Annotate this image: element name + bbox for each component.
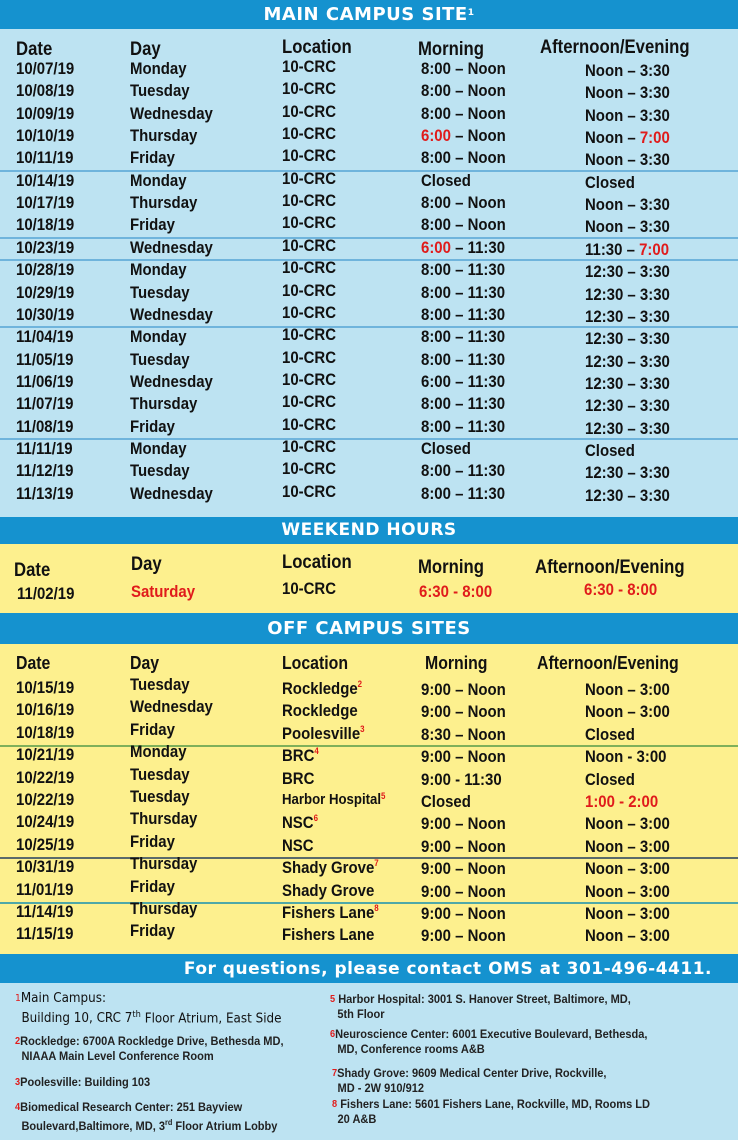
- cell-location: 10-CRC: [282, 579, 337, 598]
- cell-date: 11/08/19: [16, 416, 74, 436]
- cell-morning: 8:00 – Noon: [421, 103, 506, 123]
- cell-day: Friday: [130, 719, 175, 739]
- cell-morning: 8:00 – Noon: [421, 193, 506, 213]
- cell-day: Saturday: [131, 582, 196, 601]
- cell-afternoon: Noon – 3:00: [585, 680, 670, 699]
- cell-morning: 8:00 – 11:30: [421, 349, 506, 369]
- cell-afternoon: Noon – 3:00: [585, 859, 670, 879]
- cell-date: 10/16/19: [16, 700, 75, 720]
- table-row: [0, 481, 738, 506]
- cell-morning: 6:30 - 8:00: [419, 582, 493, 601]
- cell-date: 11/15/19: [16, 924, 74, 944]
- cell-morning: 8:00 – Noon: [421, 59, 506, 78]
- table-row: [0, 809, 738, 834]
- cell-location: Shady Grove$^7$: [282, 858, 379, 878]
- cell-date: 10/17/19: [16, 193, 75, 213]
- cell-date: 10/09/19: [16, 103, 75, 123]
- table-row: [0, 168, 738, 193]
- header-morning: Morning: [418, 557, 484, 578]
- cell-date: 11/05/19: [16, 349, 74, 369]
- cell-day: Friday: [130, 876, 175, 896]
- table-row: [0, 876, 738, 902]
- cell-afternoon: Closed: [585, 440, 635, 460]
- table-row: [0, 394, 738, 416]
- cell-location: 10-CRC: [282, 459, 337, 479]
- cell-location: 10-CRC: [282, 213, 337, 233]
- table-row: [0, 831, 738, 857]
- table-header-row: [0, 37, 738, 59]
- cell-location: 10-CRC: [282, 481, 337, 501]
- cell-afternoon: Noon – 3:00: [585, 904, 670, 923]
- cell-day: Tuesday: [130, 675, 190, 694]
- header-morning: Morning: [418, 39, 484, 60]
- cell-location: 10-CRC: [282, 258, 337, 278]
- cell-afternoon: Noon – 3:30: [585, 83, 670, 103]
- table-row: [0, 854, 738, 879]
- header-date: Date: [16, 39, 53, 60]
- footnote-2: $^2$Rockledge: 6700A Rockledge Drive, Bethesda MD, NIAAA Main Level Conference Room: [15, 1034, 284, 1063]
- cell-date: 10/30/19: [16, 304, 75, 324]
- weekend-header-bar: [0, 517, 738, 544]
- cell-day: Monday: [130, 438, 187, 458]
- table-row: [0, 369, 738, 394]
- footnote-4: $^4$Biomedical Research Center: 251 Bayview Boulevard,Baltimore, MD, 3rd Floor Atrium Lobby: [15, 1100, 278, 1133]
- main-campus-title: MAIN CAMPUS SITE: [263, 4, 468, 25]
- header-day: Day: [130, 39, 161, 60]
- cell-date: 11/01/19: [16, 879, 74, 899]
- footnote-1: $^1$Main Campus: Building 10, CRC 7th Floor Atrium, East Side: [15, 991, 282, 1027]
- cell-date: 11/13/19: [16, 483, 74, 503]
- cell-afternoon: 12:30 – 3:30: [585, 262, 670, 282]
- table-row: [0, 59, 738, 81]
- cell-morning: 9:00 - 11:30: [421, 769, 502, 789]
- table-header-row: [0, 653, 738, 675]
- cell-afternoon: Noon – 3:00: [585, 881, 670, 901]
- header-date: Date: [16, 653, 51, 673]
- cell-afternoon: 12:30 – 3:30: [585, 485, 670, 505]
- off-campus-table: [0, 644, 738, 954]
- cell-morning: 8:00 – 11:30: [421, 327, 506, 347]
- contact-bar: [0, 954, 738, 983]
- header-day: Day: [130, 653, 160, 673]
- cell-date: 10/24/19: [16, 812, 75, 832]
- table-row: [0, 215, 738, 237]
- cell-afternoon: Noon – 3:30: [585, 61, 670, 80]
- cell-location: 10-CRC: [282, 191, 337, 211]
- contact-text: For questions, please contact OMS at 301-496-4411.: [183, 959, 712, 979]
- cell-date: 10/18/19: [16, 215, 75, 235]
- cell-morning: 8:00 – 11:30: [421, 282, 506, 302]
- cell-afternoon: Noon – 3:00: [585, 702, 670, 722]
- cell-day: Thursday: [130, 394, 198, 414]
- cell-location: Rockledge$^2$: [282, 679, 363, 698]
- cell-day: Thursday: [130, 899, 198, 918]
- cell-day: Friday: [130, 148, 175, 168]
- cell-location: 10-CRC: [282, 101, 337, 121]
- cell-location: NSC: [282, 835, 314, 855]
- cell-day: Tuesday: [130, 461, 190, 481]
- cell-date: 10/07/19: [16, 59, 75, 78]
- footnote-5: $^5$ Harbor Hospital: 3001 S. Hanover Street, Baltimore, MD, 5th Floor: [330, 992, 631, 1021]
- cell-afternoon: Closed: [585, 769, 635, 789]
- cell-afternoon: Noon – 3:00: [585, 926, 670, 946]
- cell-date: 10/22/19: [16, 767, 75, 787]
- table-row: [0, 719, 738, 745]
- table-row: [0, 327, 738, 349]
- cell-location: 10-CRC: [282, 302, 337, 322]
- table-row: [0, 697, 738, 722]
- cell-date: 11/12/19: [16, 461, 74, 481]
- cell-location: 10-CRC: [282, 436, 337, 456]
- main-campus-table: [0, 29, 738, 517]
- cell-date: 11/07/19: [16, 394, 74, 414]
- cell-morning: 8:00 – Noon: [421, 81, 506, 101]
- cell-date: 11/06/19: [16, 371, 74, 391]
- header-afternoon: Afternoon/Evening: [535, 557, 685, 578]
- table-row: [0, 579, 738, 604]
- cell-day: Thursday: [130, 126, 198, 146]
- cell-morning: Closed: [421, 792, 471, 811]
- cell-morning: 8:00 – 11:30: [421, 260, 506, 280]
- cell-date: 10/28/19: [16, 260, 75, 280]
- table-row: [0, 302, 738, 327]
- table-row: [0, 347, 738, 372]
- cell-morning: 9:00 – Noon: [421, 881, 506, 901]
- cell-afternoon: Noon – 3:30: [585, 217, 670, 237]
- cell-morning: 9:00 – Noon: [421, 836, 506, 856]
- cell-day: Thursday: [130, 854, 198, 874]
- cell-date: 11/02/19: [17, 584, 75, 603]
- cell-morning: 9:00 – Noon: [421, 814, 506, 834]
- cell-day: Friday: [130, 921, 175, 941]
- cell-location: 10-CRC: [282, 146, 337, 166]
- cell-location: 10-CRC: [282, 57, 337, 76]
- cell-location: Fishers Lane: [282, 925, 375, 945]
- cell-day: Friday: [130, 215, 175, 235]
- header-location: Location: [282, 552, 352, 573]
- cell-day: Wednesday: [130, 483, 213, 503]
- footnote-7: $^7$Shady Grove: 9609 Medical Center Drive, Rockville, MD - 2W 910/912: [332, 1066, 607, 1095]
- main-campus-header-bar: [0, 0, 738, 29]
- cell-date: 10/23/19: [16, 237, 75, 257]
- footnote-marker: 6: [313, 813, 319, 824]
- cell-location: Rockledge: [282, 701, 358, 721]
- cell-location: 10-CRC: [282, 392, 337, 412]
- cell-morning: 9:00 – Noon: [421, 702, 506, 722]
- cell-morning: 8:30 – Noon: [421, 724, 506, 744]
- weekend-table: [0, 544, 738, 613]
- cell-afternoon: 6:30 - 8:00: [584, 580, 658, 599]
- cell-location: Fishers Lane$^8$: [282, 903, 379, 922]
- cell-afternoon: Closed: [585, 724, 635, 744]
- cell-afternoon: 11:30 – 7:00: [585, 239, 670, 259]
- cell-morning: 8:00 – 11:30: [421, 394, 506, 414]
- footnotes-panel: [0, 983, 738, 1140]
- header-morning: Morning: [425, 653, 488, 673]
- footnote-marker: 8: [374, 903, 379, 913]
- header-afternoon: Afternoon/Evening: [540, 37, 690, 58]
- cell-day: Wednesday: [130, 371, 213, 391]
- cell-morning: 8:00 – 11:30: [421, 416, 506, 436]
- cell-afternoon: Noon – 3:30: [585, 195, 670, 215]
- cell-location: 10-CRC: [282, 168, 337, 188]
- cell-day: Tuesday: [130, 349, 190, 369]
- cell-morning: 8:00 – 11:30: [421, 483, 506, 503]
- cell-afternoon: 12:30 – 3:30: [585, 418, 670, 438]
- footnote-6: $^6$Neuroscience Center: 6001 Executive Boulevard, Bethesda, MD, Conference rooms A&B: [330, 1027, 648, 1056]
- cell-date: 11/11/19: [16, 438, 73, 458]
- cell-afternoon: Noon – 7:00: [585, 128, 670, 148]
- cell-location: 10-CRC: [282, 369, 337, 389]
- cell-location: 10-CRC: [282, 79, 337, 99]
- footnote-marker: 3: [360, 723, 365, 734]
- cell-afternoon: 12:30 – 3:30: [585, 306, 670, 326]
- cell-date: 10/14/19: [16, 170, 75, 190]
- table-row: [0, 921, 738, 946]
- table-row: [0, 899, 738, 924]
- table-row: [0, 461, 738, 483]
- table-row: [0, 148, 738, 170]
- cell-afternoon: 12:30 – 3:30: [585, 284, 670, 304]
- cell-day: Friday: [130, 831, 175, 851]
- cell-date: 11/14/19: [16, 902, 74, 921]
- table-row: [0, 675, 738, 700]
- footnote-marker: 1: [467, 8, 475, 18]
- cell-location: NSC$^6$: [282, 813, 319, 833]
- cell-location: 10-CRC: [282, 347, 337, 367]
- cell-day: Monday: [130, 327, 187, 347]
- cell-day: Tuesday: [130, 282, 190, 302]
- cell-location: Shady Grove: [282, 880, 375, 900]
- cell-date: 10/10/19: [16, 126, 75, 146]
- table-row: [0, 764, 738, 790]
- off-campus-title: OFF CAMPUS SITES: [267, 618, 471, 639]
- cell-afternoon: 12:30 – 3:30: [585, 373, 670, 393]
- table-row: [0, 193, 738, 215]
- cell-afternoon: 12:30 – 3:30: [585, 351, 670, 371]
- cell-date: 10/22/19: [16, 790, 75, 809]
- table-row: [0, 414, 738, 439]
- cell-morning: 9:00 – Noon: [421, 680, 506, 699]
- cell-morning: 6:00 – 11:30: [421, 371, 506, 391]
- cell-day: Tuesday: [130, 787, 190, 806]
- cell-location: 10-CRC: [282, 280, 337, 300]
- footnote-marker: 7: [374, 858, 379, 869]
- weekend-title: WEEKEND HOURS: [281, 520, 457, 540]
- table-row: [0, 101, 738, 126]
- table-row: [0, 280, 738, 305]
- cell-location: Harbor Hospital$^5$: [282, 791, 386, 808]
- cell-day: Wednesday: [130, 103, 213, 123]
- cell-day: Monday: [130, 59, 187, 78]
- table-row: [0, 787, 738, 812]
- cell-day: Monday: [130, 170, 187, 190]
- table-row: [0, 235, 738, 260]
- cell-date: 10/31/19: [16, 857, 75, 877]
- cell-morning: 6:00 – Noon: [421, 126, 506, 146]
- cell-date: 10/29/19: [16, 282, 75, 302]
- table-row: [0, 742, 738, 767]
- table-row: [0, 81, 738, 103]
- cell-date: 11/04/19: [16, 327, 74, 347]
- cell-day: Monday: [130, 742, 187, 762]
- footnote-marker: 5: [381, 791, 386, 801]
- cell-morning: 8:00 – Noon: [421, 215, 506, 235]
- cell-location: 10-CRC: [282, 414, 337, 434]
- cell-day: Tuesday: [130, 764, 190, 784]
- cell-afternoon: 1:00 - 2:00: [585, 792, 659, 811]
- cell-morning: 9:00 – Noon: [421, 859, 506, 879]
- cell-morning: 8:00 – Noon: [421, 148, 506, 168]
- cell-date: 10/08/19: [16, 81, 75, 101]
- cell-day: Friday: [130, 416, 175, 436]
- footnote-marker: 4: [314, 746, 319, 757]
- cell-day: Wednesday: [130, 304, 213, 324]
- cell-day: Thursday: [130, 809, 198, 829]
- cell-afternoon: Noon – 3:00: [585, 836, 670, 856]
- cell-day: Wednesday: [130, 697, 213, 717]
- table-row: [0, 260, 738, 282]
- cell-day: Thursday: [130, 193, 198, 213]
- cell-location: 10-CRC: [282, 124, 337, 144]
- table-row: [0, 126, 738, 148]
- table-row: [0, 436, 738, 461]
- cell-date: 10/15/19: [16, 678, 75, 697]
- footnote-3: $^3$Poolesville: Building 103: [15, 1075, 151, 1089]
- cell-day: Tuesday: [130, 81, 190, 101]
- cell-day: Monday: [130, 260, 187, 280]
- cell-morning: 9:00 – Noon: [421, 747, 506, 767]
- cell-afternoon: Noon – 3:00: [585, 814, 670, 834]
- cell-afternoon: Noon – 3:30: [585, 105, 670, 125]
- header-afternoon: Afternoon/Evening: [537, 653, 679, 673]
- cell-afternoon: 12:30 – 3:30: [585, 463, 670, 483]
- cell-afternoon: Noon – 3:30: [585, 150, 670, 170]
- cell-location: Poolesville$^3$: [282, 723, 365, 743]
- cell-morning: 8:00 – 11:30: [421, 461, 506, 481]
- cell-afternoon: 12:30 – 3:30: [585, 329, 670, 349]
- cell-morning: 6:00 – 11:30: [421, 237, 506, 257]
- cell-afternoon: Closed: [585, 172, 635, 192]
- footnote-8: $^8$ Fishers Lane: 5601 Fishers Lane, Rockville, MD, Rooms LD 20 A&B: [332, 1097, 651, 1126]
- cell-morning: 9:00 – Noon: [421, 904, 506, 923]
- cell-morning: 9:00 – Noon: [421, 926, 506, 946]
- cell-date: 10/25/19: [16, 834, 75, 854]
- header-location: Location: [282, 37, 352, 58]
- cell-date: 10/18/19: [16, 722, 75, 742]
- cell-morning: Closed: [421, 438, 471, 458]
- header-location: Location: [282, 653, 348, 673]
- footnote-marker: 2: [357, 679, 363, 689]
- header-day: Day: [131, 554, 162, 575]
- cell-location: 10-CRC: [282, 235, 337, 255]
- cell-date: 10/21/19: [16, 745, 75, 765]
- cell-morning: 8:00 – 11:30: [421, 304, 506, 324]
- cell-location: BRC$^4$: [282, 746, 319, 766]
- cell-afternoon: Noon - 3:00: [585, 747, 667, 767]
- table-header-row: [0, 552, 738, 581]
- cell-day: Wednesday: [130, 237, 213, 257]
- cell-location: BRC: [282, 768, 315, 788]
- cell-date: 10/11/19: [16, 148, 74, 168]
- cell-morning: Closed: [421, 170, 471, 190]
- off-campus-header-bar: [0, 613, 738, 644]
- header-date: Date: [14, 560, 51, 581]
- cell-afternoon: 12:30 – 3:30: [585, 396, 670, 416]
- cell-location: 10-CRC: [282, 325, 337, 345]
